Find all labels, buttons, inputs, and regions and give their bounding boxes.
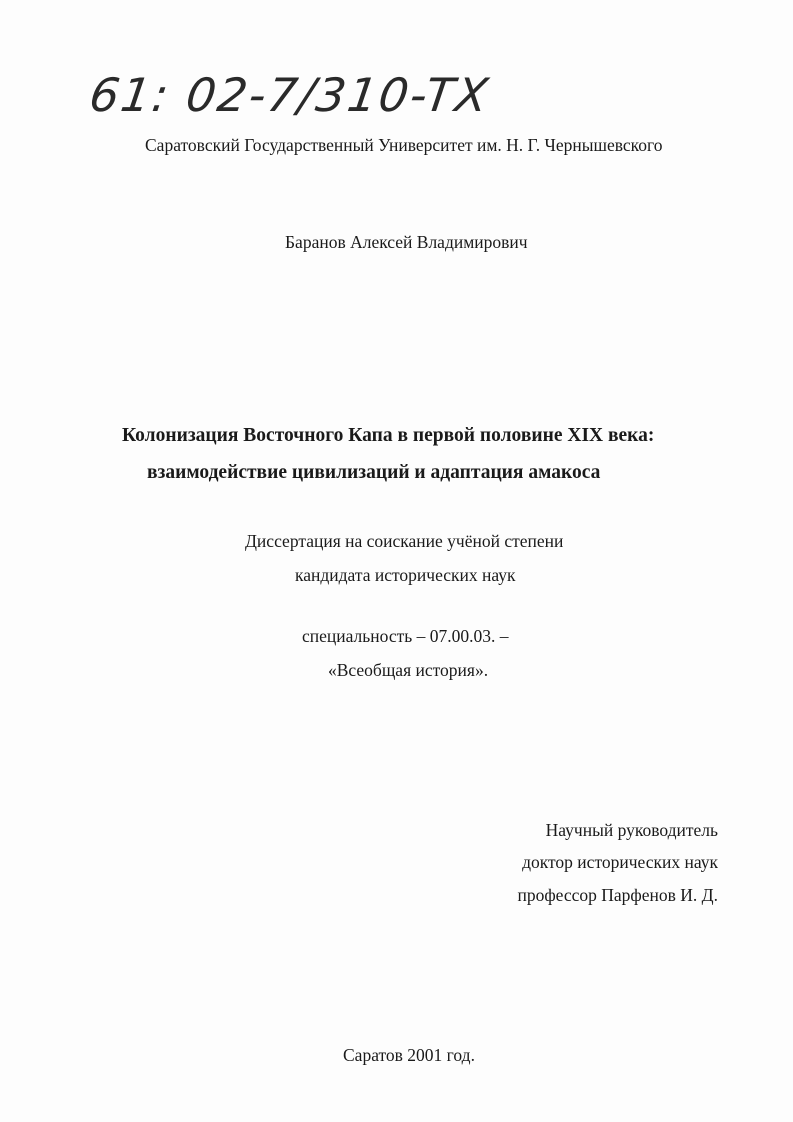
title-line-1: Колонизация Восточного Капа в первой половине XIX века: — [122, 425, 655, 446]
degree-line-1: Диссертация на соискание учёной степени — [245, 531, 564, 551]
supervisor-degree: доктор исторических наук — [522, 852, 718, 872]
supervisor-label: Научный руководитель — [545, 820, 718, 840]
handwritten-catalog-number: 61: 02-7/310-TX — [86, 68, 494, 122]
university-name: Саратовский Государственный Университет им. Н. Г. Чернышевского — [145, 135, 663, 155]
city-year: Саратов 2001 год. — [343, 1045, 475, 1065]
author-name: Баранов Алексей Владимирович — [285, 232, 528, 252]
specialty-code: специальность – 07.00.03. – — [302, 626, 509, 646]
supervisor-name: профессор Парфенов И. Д. — [517, 885, 718, 905]
specialty-name: «Всеобщая история». — [328, 660, 489, 680]
degree-line-2: кандидата исторических наук — [295, 565, 516, 585]
title-line-2: взаимодействие цивилизаций и адаптация амакоса — [147, 462, 601, 483]
